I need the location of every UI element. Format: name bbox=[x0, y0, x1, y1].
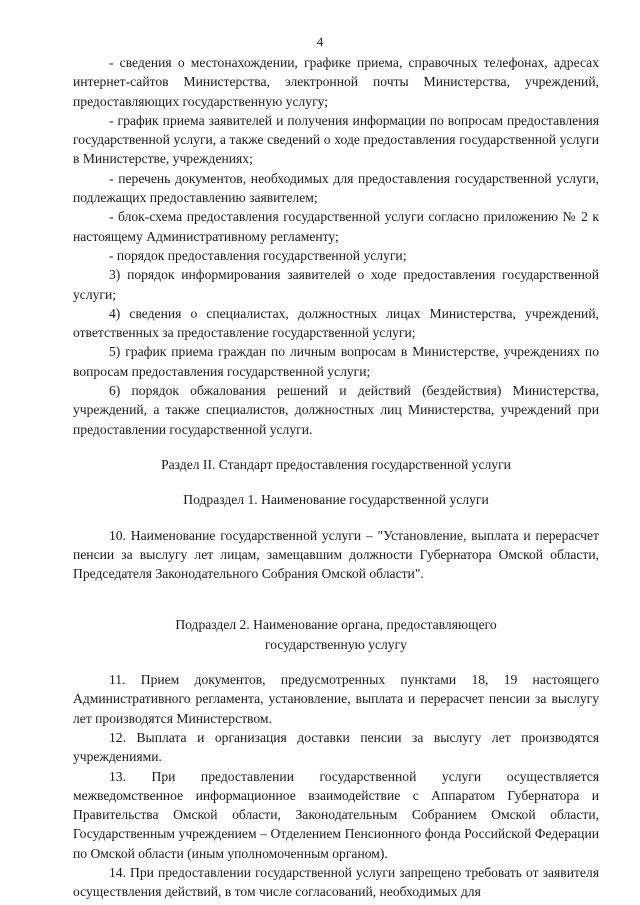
numbered-item-5: 5) график приема граждан по личным вопросам в Министерстве, учреждениях по вопросам предоставления государственной услуги; bbox=[73, 344, 599, 379]
subsection-1-heading: Подраздел 1. Наименование государственной услуги bbox=[183, 492, 489, 508]
numbered-item-6: 6) порядок обжалования решений и действий (бездействия) Министерства, учреждений, а также специалистов, должностных лиц Министерства, учреждений при предоставлении государственной услуги. bbox=[73, 383, 599, 437]
list-item-service-procedure: - порядок предоставления государственной услуги; bbox=[109, 247, 407, 263]
document-body bbox=[73, 53, 599, 902]
numbered-item-4: 4) сведения о специалистах, должностных лицах Министерства, учреждений, ответственных за предоставление государственной услуги; bbox=[73, 305, 599, 341]
subsection-2-heading-line-1: Подраздел 2. Наименование органа, предоставляющего bbox=[175, 617, 497, 633]
page-number: 4 bbox=[316, 34, 324, 49]
numbered-item-3: 3) порядок информирования заявителей о ходе предоставления государственной услуги; bbox=[73, 267, 599, 302]
paragraph-14: 14. При предоставлении государственной услуги запрещено требовать от заявителя осуществления действий, в том числе согласований, необходимых для bbox=[73, 864, 599, 900]
paragraph-11: 11. Прием документов, предусмотренных пунктами 18, 19 настоящего Административного регламента, установление, выплата и перерасчет пенсии за выслугу лет производятся Министерством. bbox=[73, 672, 599, 726]
subsection-2-heading-line-2: государственную услугу bbox=[265, 636, 407, 652]
list-item-document-list: - перечень документов, необходимых для предоставления государственной услуги, подлежащих предоставлению заявителем; bbox=[73, 170, 599, 206]
paragraph-10: 10. Наименование государственной услуги – "Установление, выплата и перерасчет пенсии за выслугу лет лицам, замещавшим должности Губернатора Омской области, Председателя Законодательного Собрания Омской области". bbox=[73, 527, 599, 582]
list-item-location-info: - сведения о местонахождении, графике приема, справочных телефонах, адресах интернет-сайтов Министерства, электронной почты Министерства, учреждений, предоставляющих государственную услугу; bbox=[73, 55, 599, 109]
list-item-reception-schedule: - график приема заявителей и получения информации по вопросам предоставления государственной услуги, а также сведений о ходе предоставления государственной услуги в Министерстве, учреждениях; bbox=[73, 112, 599, 167]
paragraph-13: 13. При предоставлении государственной услуги осуществляется межведомственное информационное взаимодействие с Аппаратом Губернатора и Правительства Омской области, Законодательным Собранием Омской области, Государственным учреждением – Отделением Пенсионного фонда Российской Федерации по Омской области (иным уполномоченным органом). bbox=[73, 768, 599, 861]
paragraph-12: 12. Выплата и организация доставки пенсии за выслугу лет производятся учреждениями. bbox=[73, 729, 599, 765]
section-heading: Раздел II. Стандарт предоставления государственной услуги bbox=[161, 456, 511, 472]
list-item-flowchart: - блок-схема предоставления государственной услуги согласно приложению № 2 к настоящему Административному регламенту; bbox=[73, 209, 599, 244]
